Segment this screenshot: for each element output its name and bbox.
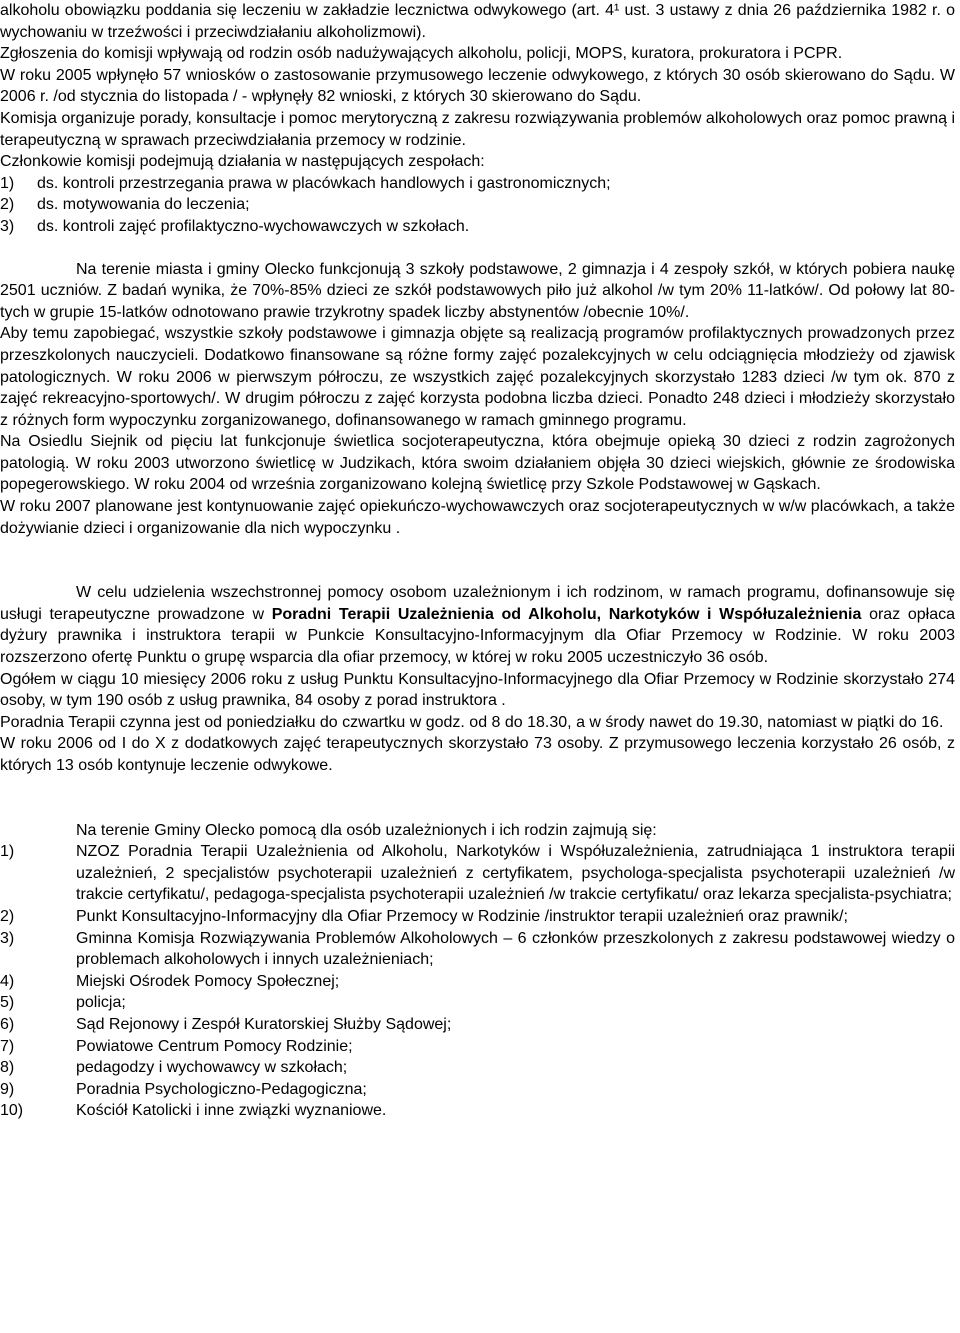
- list-text: Poradnia Psychologiczno-Pedagogiczna;: [76, 1080, 367, 1098]
- spacer: [0, 238, 955, 259]
- paragraph-commission-services: Komisja organizuje porady, konsultacje i pomoc merytoryczną z zakresu rozwiązywania problemów alkoholowych oraz pomoc prawną i terapeutyczną w sprawach przeciwdziałania przemocy w rodzinie.: [0, 109, 955, 149]
- list-number: 9): [0, 1080, 15, 1098]
- list-item: [0, 1036, 955, 1058]
- clinic-name: Poradni Terapii Uzależnienia od Alkoholu, Narkotyków i Współuzależnienia: [271, 605, 862, 623]
- paragraph-schools: Na terenie miasta i gminy Olecko funkcjonują 3 szkoły podstawowe, 2 gimnazja i 4 zespoły szkół, w których pobiera naukę 2501 uczniów. Z badań wynika, że 70%-85% dzieci ze szkół podstawowych piło już alkohol /w tym 20% 11-latków/. Od połowy lat 80-tych w grupie 15-latków odnotowano prawie trzykrotny spadek liczby abstynentów /obecnie 10%/.: [0, 260, 955, 321]
- spacer: [0, 539, 955, 582]
- list-number: 10): [0, 1102, 24, 1120]
- therapy-text-start: W celu udzielenia wszechstronnej pomocy osobom uzależnionym i ich rodzinom, w ramach programu, dofinansowuje się usługi terapeutyczne prowadzone w: [0, 584, 955, 623]
- list-number: 5): [0, 994, 15, 1012]
- list-text: pedagodzy i wychowawcy w szkołach;: [76, 1059, 348, 1077]
- paragraph-consultation-stats: Ogółem w ciągu 10 miesięcy 2006 roku z usług Punktu Konsultacyjno-Informacyjnego dla Ofiar Przemocy w Rodzinie skorzystało 274 osoby, w tym 190 osób z usług prawnika, 84 osoby z porad instruktora .: [0, 670, 955, 710]
- list-number: 2): [0, 196, 15, 214]
- list-item: [0, 906, 955, 928]
- list-text: Punkt Konsultacyjno-Informacyjny dla Ofiar Przemocy w Rodzinie /instruktor terapii uzależnień oraz prawnik/;: [76, 907, 848, 925]
- list-item: [0, 1100, 955, 1122]
- list-item: [0, 173, 955, 195]
- paragraph-prevention: Aby temu zapobiegać, wszystkie szkoły podstawowe i gimnazja objęte są realizacją programów profilaktycznych prowadzonych przez przeszkolonych nauczycieli. Dodatkowo finansowane są różne formy zajęć pozalekcyjnych w celu odciągnięcia młodzieży od zjawisk patologicznych. W roku 2006 w pierwszym półroczu, ze wszystkich zajęć pozalekcyjnych skorzystało 1283 dzieci /w tym ok. 870 z zajęć rekreacyjno-sportowych/. W drugim półroczu z zajęć korzysta podobna liczba dzieci. Ponadto 248 dzieci i młodzieży skorzystało z różnych form wypoczynku zorganizowanego, dofinansowanego w ramach gminnego programu.: [0, 325, 955, 429]
- list-text: Gminna Komisja Rozwiązywania Problemów Alkoholowych – 6 członków przeszkolonych z zakresu podstawowej wiedzy o problemach alkoholowych i innych uzależnieniach;: [76, 929, 955, 969]
- list-number: 8): [0, 1059, 15, 1077]
- paragraph-day-rooms: Na Osiedlu Siejnik od pięciu lat funkcjonuje świetlica socjoterapeutyczna, która obejmuje opieką 30 dzieci z rodzin zagrożonych patologią. W roku 2003 utworzono świetlicę w Judzikach, która swoim działaniem objęła 30 dzieci wiejskich, głównie ze środowiska popegerowskiego. W roku 2004 od września zorganizowano kolejną świetlicę przy Szkole Podstawowej w Gąskach.: [0, 433, 955, 494]
- list-number: 6): [0, 1015, 15, 1033]
- list-text: Sąd Rejonowy i Zespół Kuratorskiej Służby Sądowej;: [76, 1015, 452, 1033]
- list-item: [0, 971, 955, 993]
- list-number: 2): [0, 907, 15, 925]
- list-item: [0, 841, 955, 906]
- list-text: ds. motywowania do leczenia;: [37, 196, 250, 214]
- institutions-list: [0, 841, 955, 1122]
- list-item: [0, 928, 955, 971]
- list-number: 4): [0, 972, 15, 990]
- list-text: Powiatowe Centrum Pomocy Rodzinie;: [76, 1037, 353, 1055]
- paragraph-therapy-services: [0, 582, 955, 668]
- list-item: [0, 1079, 955, 1101]
- paragraph-court-referral: alkoholu obowiązku poddania się leczeniu w zakładzie lecznictwa odwykowego (art. 4¹ ust. 3 ustawy z dnia 26 października 1982 r. o wychowaniu w trzeźwości i przeciwdziałaniu alkoholizmowi).: [0, 2, 955, 41]
- paragraph-additional-therapy: W roku 2006 od I do X z dodatkowych zajęć terapeutycznych skorzystało 73 osoby. Z przymusowego leczenia korzystało 26 osób, z których 13 osób kontynuje leczenie odwykowe.: [0, 735, 955, 774]
- paragraph-opening-hours: Poradnia Terapii czynna jest od poniedziałku do czwartku w godz. od 8 do 18.30, a w środy nawet do 19.30, natomiast w piątki do 16.: [0, 713, 944, 731]
- list-item: [0, 1014, 955, 1036]
- paragraph-reports: Zgłoszenia do komisji wpływają od rodzin osób nadużywających alkoholu, policji, MOPS, kuratora, prokuratora i PCPR.: [0, 45, 843, 63]
- teams-list: [0, 173, 955, 238]
- paragraph-institutions-intro: Na terenie Gminy Olecko pomocą dla osób uzależnionych i ich rodzin zajmują się:: [76, 821, 657, 839]
- list-item: [0, 992, 955, 1014]
- list-text: policja;: [76, 994, 126, 1012]
- paragraph-plans-2007: W roku 2007 planowane jest kontynuowanie zajęć opiekuńczo-wychowawczych oraz socjoterapeutycznych w w/w placówkach, a także dożywianie dzieci i organizowanie dla nich wypoczynku .: [0, 498, 955, 537]
- list-text: Kościół Katolicki i inne związki wyznaniowe.: [76, 1102, 387, 1120]
- paragraph-teams-intro: Członkowie komisji podejmują działania w następujących zespołach:: [0, 153, 485, 171]
- list-item: [0, 1057, 955, 1079]
- paragraph-requests-stats: W roku 2005 wpłynęło 57 wniosków o zastosowanie przymusowego leczenie odwykowego, z których 30 osób skierowano do Sądu. W 2006 r. /od stycznia do listopada / - wpłynęły 82 wnioski, z których 30 skierowano do Sądu.: [0, 66, 955, 106]
- list-text: NZOZ Poradnia Terapii Uzależnienia od Alkoholu, Narkotyków i Współuzależnienia, zatrudniająca 1 instruktora terapii uzależnień, 2 specjalistów psychoterapii uzależnień z certyfikatem, psychologa-specjalista psychoterapii uzależnień /w trakcie certyfikatu/, pedagoga-specjalista psychoterapii uzależnień /w trakcie certyfikatu/ oraz lekarza specjalista-psychiatra;: [76, 843, 955, 904]
- list-text: ds. kontroli przestrzegania prawa w placówkach handlowych i gastronomicznych;: [37, 174, 611, 192]
- spacer: [0, 777, 955, 820]
- therapy-text-end: oraz opłaca dyżury prawnika i instruktora terapii w Punkcie Konsultacyjno-Informacyjnym dla Ofiar Przemocy w Rodzinie. W roku 2003 rozszerzono ofertę Punktu o grupę wsparcia dla ofiar przemocy, w której w roku 2005 uczestniczyło 36 osób.: [0, 605, 956, 667]
- list-number: 3): [0, 929, 15, 947]
- list-text: Miejski Ośrodek Pomocy Społecznej;: [76, 972, 340, 990]
- list-text: ds. kontroli zajęć profilaktyczno-wychowawczych w szkołach.: [37, 217, 470, 235]
- list-item: [0, 216, 955, 238]
- list-number: 1): [0, 843, 15, 861]
- list-number: 1): [0, 174, 15, 192]
- list-item: [0, 194, 955, 216]
- list-number: 7): [0, 1037, 15, 1055]
- list-number: 3): [0, 217, 15, 235]
